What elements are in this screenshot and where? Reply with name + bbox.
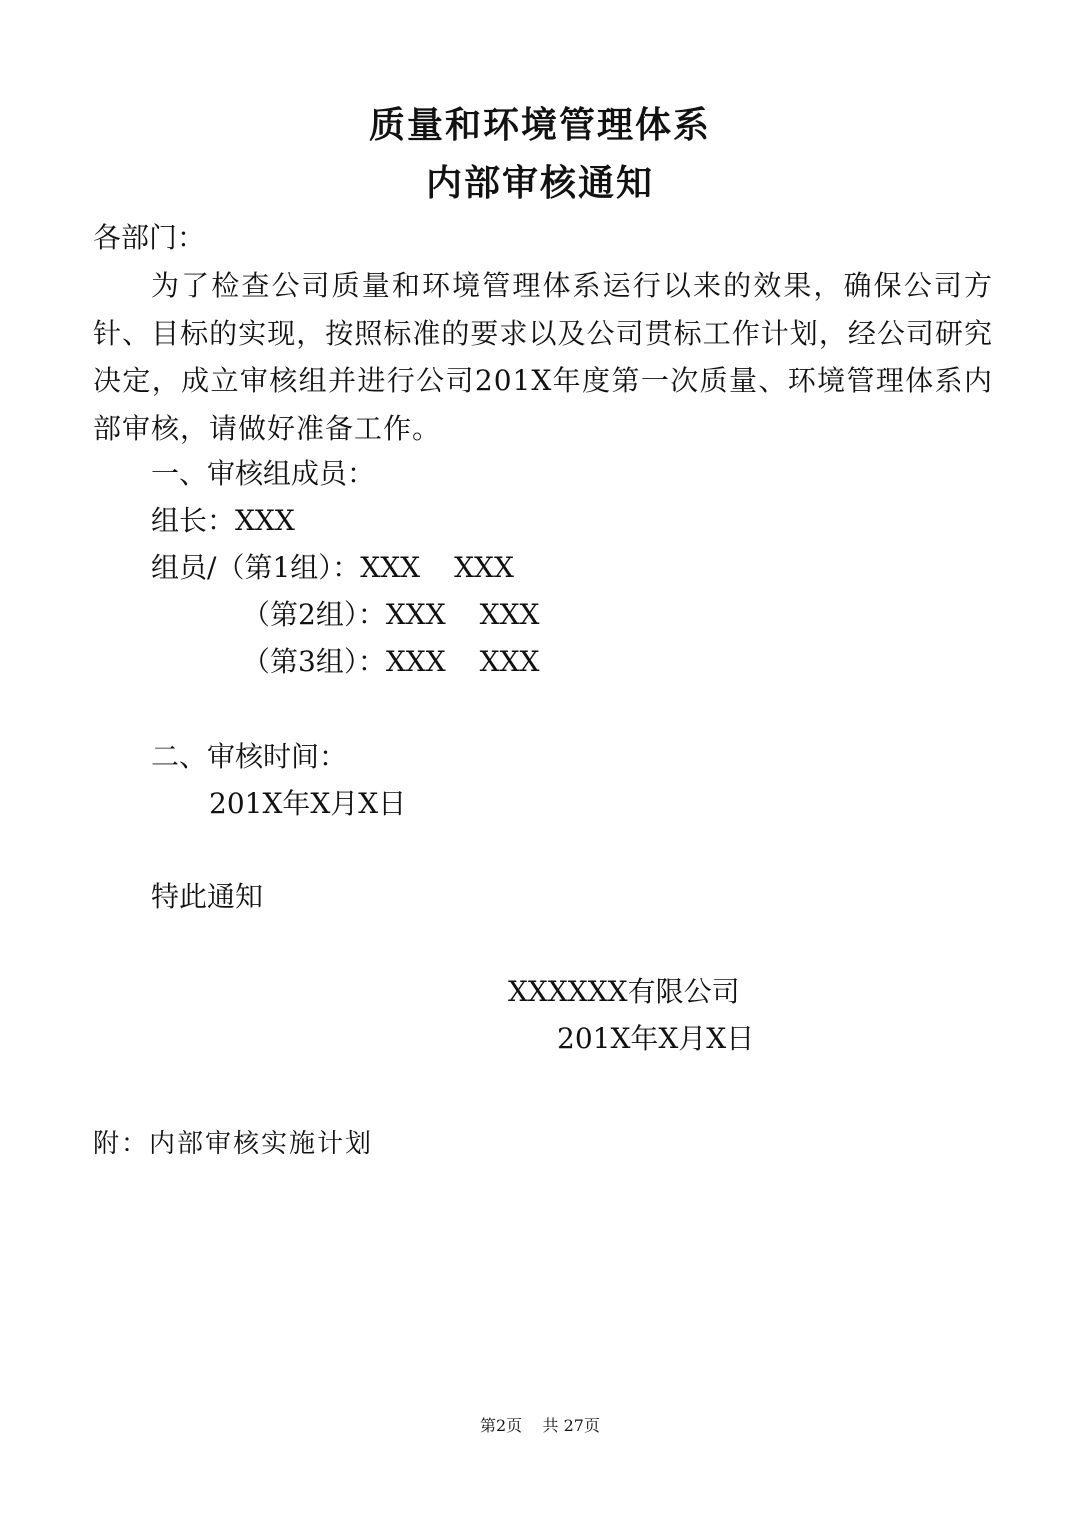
signature-date: 201X年X月X日: [557, 1022, 755, 1055]
group-2-member-1: XXX: [385, 598, 446, 631]
group-1-row: [151, 548, 514, 588]
closing-remark: 特此通知: [151, 880, 264, 913]
attachment-note: 附：内部审核实施计划: [93, 1129, 374, 1159]
group-1-label: （第1组）：: [216, 551, 361, 584]
page-footer: 第2页 共 27页: [480, 1416, 600, 1435]
audit-date: 201X年X月X日: [209, 787, 407, 820]
group-leader: 组长：XXX: [151, 504, 295, 537]
group-1-member-1: XXX: [360, 551, 421, 584]
document-title-line1: 质量和环境管理体系: [368, 104, 711, 146]
document-title-line2: 内部审核通知: [425, 162, 654, 204]
group-3-member-1: XXX: [385, 645, 446, 678]
salutation: 各部门：: [93, 221, 206, 254]
group-3-label: （第3组）：: [242, 645, 386, 678]
section2-heading: 二、审核时间：: [151, 740, 348, 773]
group-2-member-2: XXX: [479, 598, 540, 631]
member-prefix: 组员/: [151, 551, 217, 584]
group-2-row: [242, 595, 539, 635]
group-3-row: [242, 642, 539, 682]
body-paragraph: 为了检查公司质量和环境管理体系运行以来的效果，确保公司方针、目标的实现，按照标准的要求以及公司贯标工作计划，经公司研究决定，成立审核组并进行公司201X年度第一次质量、环境管理体系内部审核，请做好准备工作。: [93, 269, 993, 445]
signature-company: XXXXXX有限公司: [508, 975, 740, 1008]
section1-heading: 一、审核组成员：: [151, 457, 376, 490]
group-1-member-2: XXX: [454, 551, 514, 584]
group-3-member-2: XXX: [479, 645, 540, 678]
group-2-label: （第2组）：: [242, 598, 386, 631]
